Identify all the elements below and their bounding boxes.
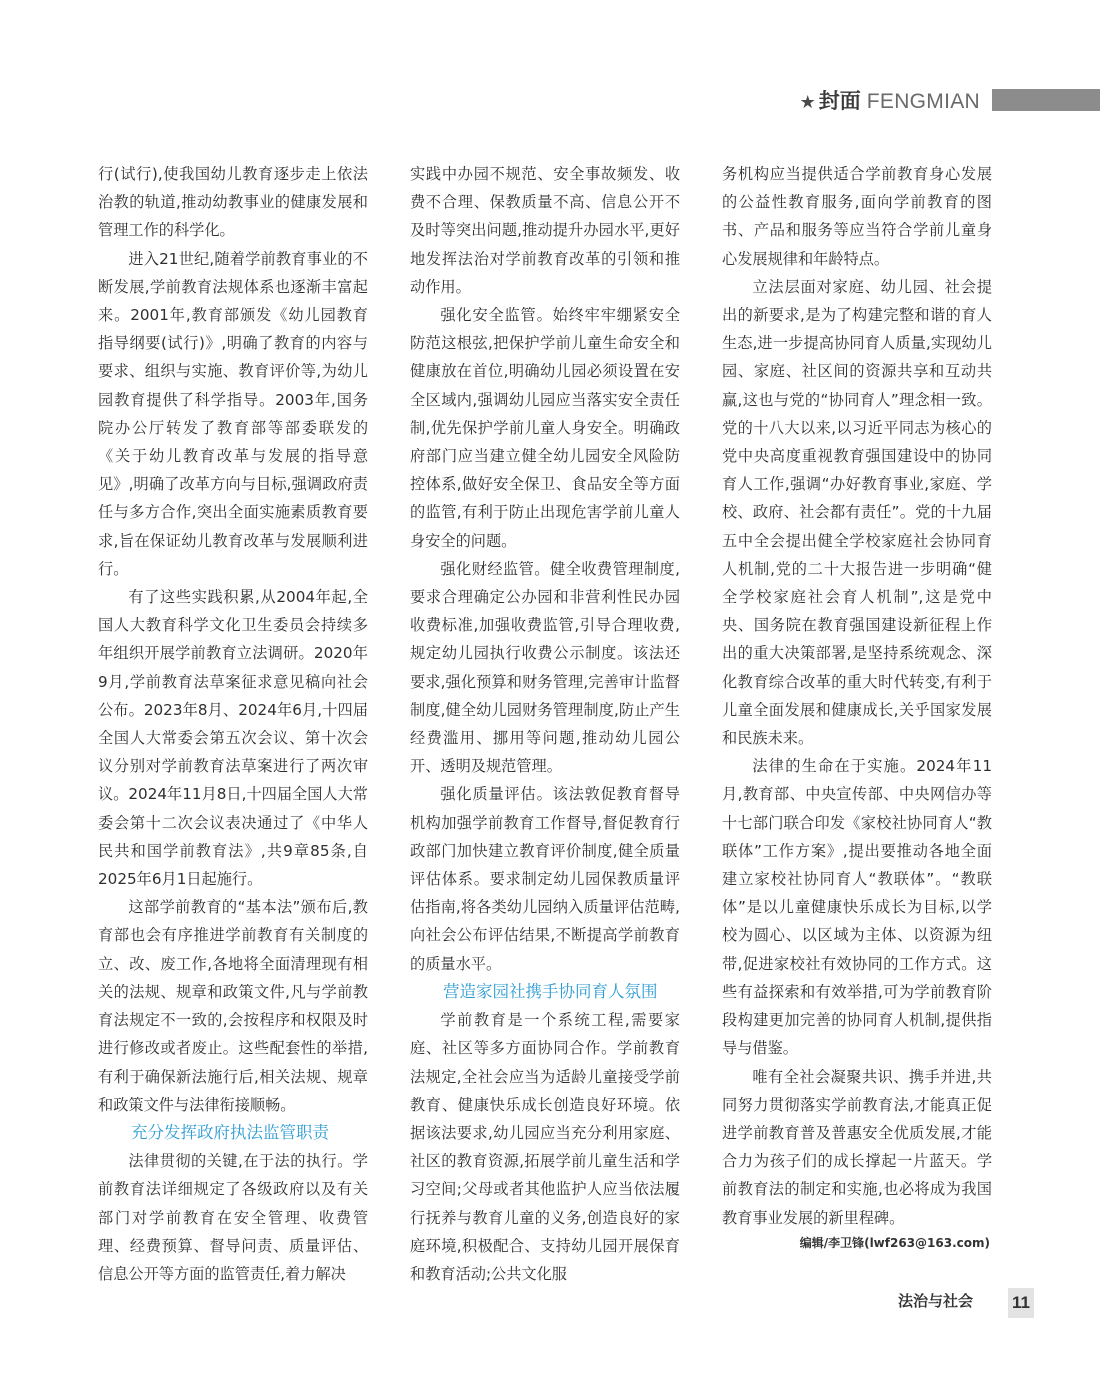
magazine-title: 法治与社会 — [898, 1292, 974, 1310]
paragraph: 进入21世纪,随着学前教育事业的不断发展,学前教育法规体系也逐渐丰富起来。2001年,教育部颁发《幼儿园教育指导纲要(试行)》,明确了教育的内容与要求、组织与实施、教育评价等,为幼儿园教育提供了科学指导。2003年,国务院办公厅转发了教育部等部委联发的《关于幼儿教育改革与发展的指导意见》,明确了改革方向与目标,强调政府责任与多方合作,突出全面实施素质教育要求,旨在保证幼儿教育改革与发展顺利进行。 — [98, 249, 368, 578]
section-title-zh: 封面 — [818, 89, 861, 113]
paragraph: 有了这些实践积累,从2004年起,全国人大教育科学文化卫生委员会持续多年组织开展学前教育立法调研。2020年9月,学前教育法草案征求意见稿向社会公布。2023年8月、2024年6月,十四届全国人大常委会第五次会议、第十次会议分别对学前教育法草案进行了两次审议。2024年11月8日,十四届全国人大常委会第十二次会议表决通过了《中华人民共和国学前教育法》,共9章85条,自2025年6月1日起施行。 — [98, 588, 368, 889]
section-title-en: FENGMIAN — [866, 90, 980, 113]
section-label — [800, 88, 980, 114]
paragraph: 这部学前教育的“基本法”颁布后,教育部也会有序推进学前教育有关制度的立、改、废工作,各地将全面清理现有相关的法规、规章和政策文件,凡与学前教育法规定不一致的,会按程序和权限及时进行修改或者废止。这些配套性的举措,有利于确保新法施行后,相关法规、规章和政策文件与法律衔接顺畅。 — [98, 898, 368, 1114]
paragraph: 学前教育是一个系统工程,需要家庭、社区等多方面协同合作。学前教育法规定,全社会应当为适龄儿童接受学前教育、健康快乐成长创造良好环境。依据该法要求,幼儿园应当充分利用家庭、社区的教育资源,拓展学前儿童生活和学习空间;父母或者其他监护人应当依法履行抚养与教育儿童的义务,创造良好的家庭环境,积极配合、支持幼儿园开展保育和教育活动;公共文化服 — [410, 1011, 680, 1283]
editor-credit: 编辑/李卫锋(lwf263@163.com) — [799, 1236, 990, 1250]
paragraph: 立法层面对家庭、幼儿园、社会提出的新要求,是为了构建完整和谐的育人生态,进一步提高协同育人质量,实现幼儿园、家庭、社区间的资源共享和互动共赢,这也与党的“协同育人”理念相一致。党的十八大以来,以习近平同志为核心的党中央高度重视教育强国建设中的协同育人工作,强调“办好教育事业,家庭、学校、政府、社会都有责任”。党的十九届五中全会提出健全学校家庭社会协同育人机制,党的二十大报告进一步明确“健全学校家庭社会育人机制”,这是党中央、国务院在教育强国建设新征程上作出的重大决策部署,是坚持系统观念、深化教育综合改革的重大时代转变,有利于儿童全面发展和健康成长,关乎国家发展和民族未来。 — [722, 277, 992, 748]
paragraph: 强化质量评估。该法敦促教育督导机构加强学前教育工作督导,督促教育行政部门加快建立教育评价制度,健全质量评估体系。要求制定幼儿园保教质量评估指南,将各类幼儿园纳入质量评估范畴,向社会公布评估结果,不断提高学前教育的质量水平。 — [410, 785, 680, 973]
text-column-2 — [410, 160, 680, 1288]
header-bar — [992, 89, 1100, 111]
paragraph: 法律的生命在于实施。2024年11月,教育部、中央宣传部、中央网信办等十七部门联合印发《家校社协同育人“教联体”工作方案》,提出要推动各地全面建立家校社协同育人“教联体”。“教联体”是以儿童健康快乐成长为目标,以学校为圆心、以区域为主体、以资源为纽带,促进家校社有效协同的工作方式。这些有益探索和有效举措,可为学前教育阶段构建更加完善的协同育人机制,提供指导与借鉴。 — [722, 757, 992, 1058]
paragraph: 实践中办园不规范、安全事故频发、收费不合理、保教质量不高、信息公开不及时等突出问题,推动提升办园水平,更好地发挥法治对学前教育改革的引领和推动作用。 — [410, 165, 680, 296]
paragraph: 行(试行),使我国幼儿教育逐步走上依法治教的轨道,推动幼教事业的健康发展和管理工作的科学化。 — [98, 165, 368, 240]
page-number: 11 — [1008, 1288, 1034, 1318]
paragraph: 法律贯彻的关键,在于法的执行。学前教育法详细规定了各级政府以及有关部门对学前教育在安全管理、收费管理、经费预算、督导问责、质量评估、信息公开等方面的监管责任,着力解决 — [98, 1152, 368, 1283]
paragraph: 务机构应当提供适合学前教育身心发展的公益性教育服务,面向学前教育的图书、产品和服务等应当符合学前儿童身心发展规律和年龄特点。 — [722, 165, 992, 268]
text-column-3 — [722, 160, 992, 1232]
subheading: 充分发挥政府执法监管职责 — [131, 1122, 329, 1142]
star-icon: ★ — [799, 92, 816, 113]
paragraph: 强化财经监管。健全收费管理制度,要求合理确定公办园和非营利性民办园收费标准,加强收费监管,引导合理收费,规定幼儿园执行收费公示制度。该法还要求,强化预算和财务管理,完善审计监督制度,健全幼儿园财务管理制度,防止产生经费滥用、挪用等问题,推动幼儿园公开、透明及规范管理。 — [410, 559, 680, 776]
section-header — [0, 88, 1100, 114]
subheading: 营造家园社携手协同育人氛围 — [443, 981, 658, 1001]
paragraph: 强化安全监管。始终牢牢绷紧安全防范这根弦,把保护学前儿童生命安全和健康放在首位,明确幼儿园必须设置在安全区域内,强调幼儿园应当落实安全责任制,优先保护学前儿童人身安全。明确政府部门应当建立健全幼儿园安全风险防控体系,做好安全保卫、食品安全等方面的监管,有利于防止出现危害学前儿童人身安全的问题。 — [410, 306, 680, 550]
text-column-1 — [98, 160, 368, 1288]
paragraph: 唯有全社会凝聚共识、携手并进,共同努力贯彻落实学前教育法,才能真正促进学前教育普及普惠安全优质发展,才能合力为孩子们的成长撑起一片蓝天。学前教育法的制定和实施,也必将成为我国教育事业发展的新里程碑。 — [722, 1067, 992, 1227]
